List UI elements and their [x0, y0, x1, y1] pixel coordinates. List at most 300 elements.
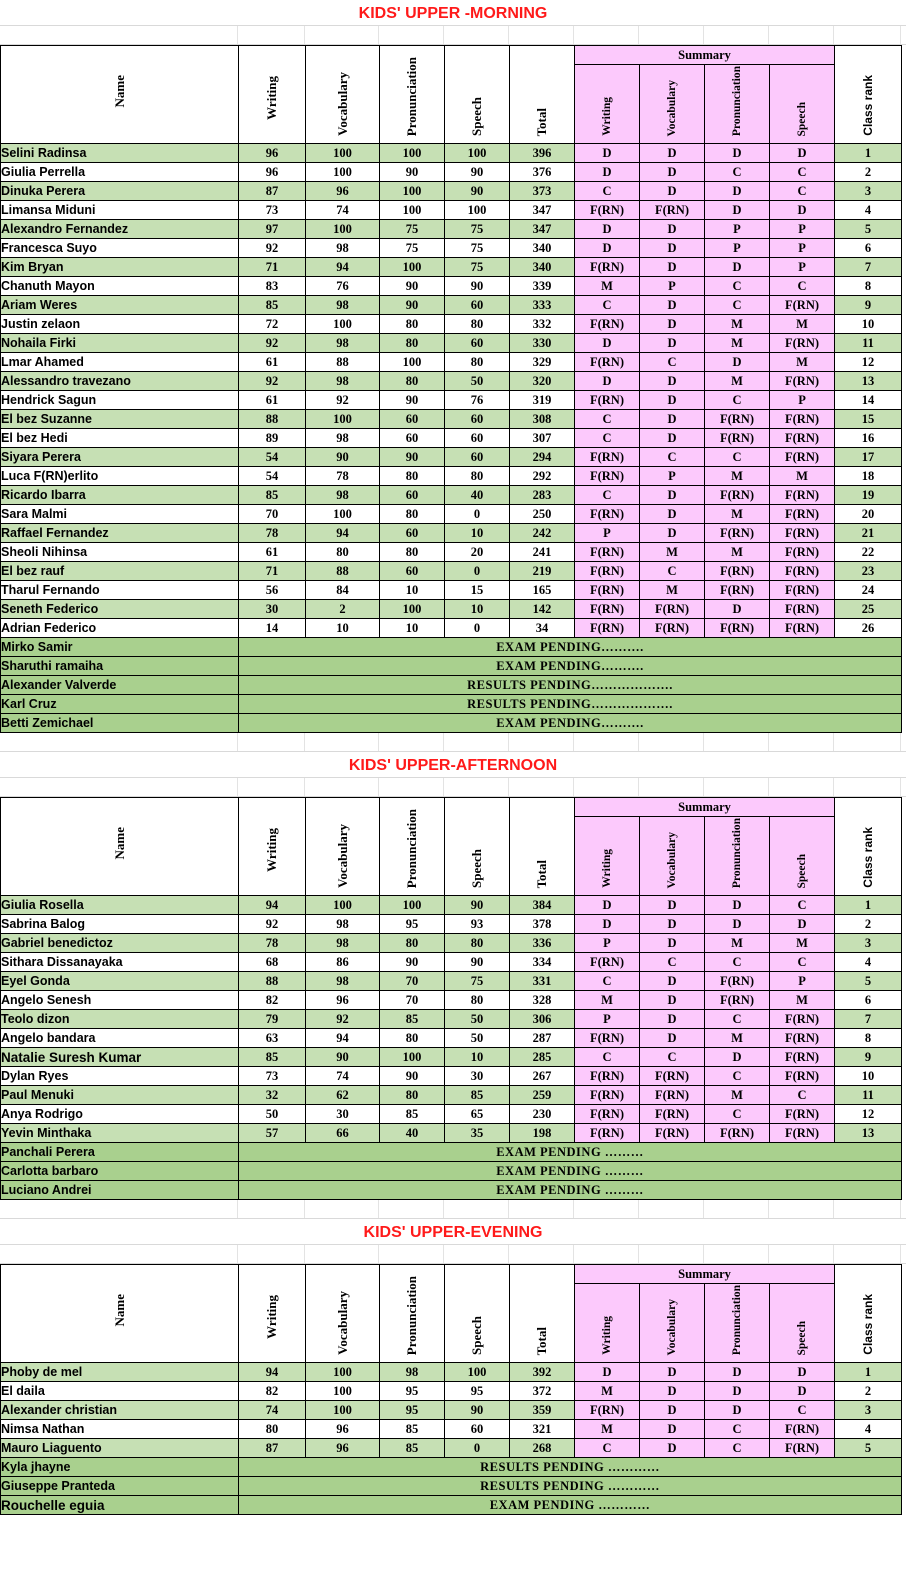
grade-pronunciation: D	[705, 144, 770, 163]
student-name: Anya Rodrigo	[1, 1105, 239, 1124]
grade-speech: F(RN)	[770, 1439, 835, 1458]
score-speech: 0	[445, 619, 510, 638]
class-rank: 26	[835, 619, 902, 638]
score-speech: 60	[445, 1420, 510, 1439]
score-writing: 85	[239, 296, 306, 315]
column-header-writing: Writing	[239, 798, 306, 896]
grade-speech: F(RN)	[770, 1420, 835, 1439]
score-speech: 80	[445, 467, 510, 486]
score-total: 373	[510, 182, 575, 201]
grade-speech: C	[770, 163, 835, 182]
header-row	[1, 46, 902, 65]
grade-pronunciation: P	[705, 220, 770, 239]
score-pronunciation: 80	[380, 505, 445, 524]
grade-writing: F(RN)	[575, 1029, 640, 1048]
grade-speech: D	[770, 915, 835, 934]
class-rank: 25	[835, 600, 902, 619]
score-speech: 75	[445, 220, 510, 239]
score-writing: 92	[239, 239, 306, 258]
class-rank: 11	[835, 1086, 902, 1105]
score-speech: 93	[445, 915, 510, 934]
grade-writing: D	[575, 334, 640, 353]
score-vocabulary: 94	[306, 1029, 380, 1048]
column-header-speech: Speech	[445, 798, 510, 896]
score-writing: 82	[239, 1382, 306, 1401]
class-rank: 4	[835, 201, 902, 220]
score-vocabulary: 100	[306, 1363, 380, 1382]
grade-writing: M	[575, 1382, 640, 1401]
pending-row	[1, 714, 902, 733]
student-name: Siyara Perera	[1, 448, 239, 467]
grade-vocabulary: D	[640, 144, 705, 163]
grade-vocabulary: D	[640, 915, 705, 934]
student-name: Luciano Andrei	[1, 1181, 239, 1200]
score-total: 329	[510, 353, 575, 372]
grade-vocabulary: P	[640, 277, 705, 296]
score-pronunciation: 10	[380, 581, 445, 600]
grade-pronunciation: F(RN)	[705, 581, 770, 600]
summary-header-writing: Writing	[575, 817, 640, 896]
class-rank: 5	[835, 220, 902, 239]
grade-vocabulary: D	[640, 372, 705, 391]
pending-row	[1, 695, 902, 714]
score-speech: 20	[445, 543, 510, 562]
student-row	[1, 1105, 902, 1124]
score-pronunciation: 70	[380, 972, 445, 991]
column-header-total: Total	[510, 46, 575, 144]
grade-vocabulary: D	[640, 991, 705, 1010]
score-speech: 90	[445, 953, 510, 972]
class-rank: 6	[835, 991, 902, 1010]
grade-vocabulary: D	[640, 486, 705, 505]
student-row	[1, 429, 902, 448]
score-pronunciation: 100	[380, 1048, 445, 1067]
score-total: 268	[510, 1439, 575, 1458]
grade-writing: D	[575, 1363, 640, 1382]
class-rank: 2	[835, 163, 902, 182]
student-name: Limansa Miduni	[1, 201, 239, 220]
summary-header-speech: Speech	[770, 65, 835, 144]
class-rank: 7	[835, 1010, 902, 1029]
student-name: El daila	[1, 1382, 239, 1401]
student-name: Chanuth Mayon	[1, 277, 239, 296]
grade-vocabulary: M	[640, 581, 705, 600]
class-rank: 12	[835, 353, 902, 372]
grade-speech: P	[770, 239, 835, 258]
student-name: Selini Radinsa	[1, 144, 239, 163]
score-speech: 75	[445, 239, 510, 258]
score-speech: 10	[445, 600, 510, 619]
score-pronunciation: 100	[380, 144, 445, 163]
grade-speech: P	[770, 391, 835, 410]
score-writing: 87	[239, 182, 306, 201]
score-total: 250	[510, 505, 575, 524]
class-rank: 13	[835, 1124, 902, 1143]
grade-speech: C	[770, 1086, 835, 1105]
grade-speech: C	[770, 277, 835, 296]
score-pronunciation: 90	[380, 953, 445, 972]
pending-status: RESULTS PENDING……………….	[239, 695, 902, 714]
student-name: Dylan Ryes	[1, 1067, 239, 1086]
score-vocabulary: 74	[306, 1067, 380, 1086]
class-rank: 12	[835, 1105, 902, 1124]
grade-pronunciation: C	[705, 1067, 770, 1086]
pending-row	[1, 1162, 902, 1181]
grade-writing: F(RN)	[575, 353, 640, 372]
student-row	[1, 239, 902, 258]
score-total: 283	[510, 486, 575, 505]
student-name: El bez rauf	[1, 562, 239, 581]
grade-vocabulary: D	[640, 934, 705, 953]
score-vocabulary: 98	[306, 239, 380, 258]
score-speech: 75	[445, 972, 510, 991]
summary-header-vocabulary: Vocabulary	[640, 65, 705, 144]
class-rank: 8	[835, 1029, 902, 1048]
grade-vocabulary: D	[640, 1439, 705, 1458]
grade-vocabulary: D	[640, 391, 705, 410]
score-vocabulary: 100	[306, 315, 380, 334]
score-total: 285	[510, 1048, 575, 1067]
class-rank: 18	[835, 467, 902, 486]
grade-vocabulary: F(RN)	[640, 201, 705, 220]
student-row	[1, 486, 902, 505]
pending-row	[1, 657, 902, 676]
grade-speech: F(RN)	[770, 486, 835, 505]
score-total: 34	[510, 619, 575, 638]
student-row	[1, 600, 902, 619]
score-vocabulary: 100	[306, 1401, 380, 1420]
student-name: Yevin Minthaka	[1, 1124, 239, 1143]
grade-pronunciation: M	[705, 315, 770, 334]
student-name: Francesca Suyo	[1, 239, 239, 258]
score-speech: 60	[445, 410, 510, 429]
grade-pronunciation: F(RN)	[705, 410, 770, 429]
grade-pronunciation: D	[705, 1048, 770, 1067]
score-speech: 0	[445, 1439, 510, 1458]
class-rank: 1	[835, 144, 902, 163]
grade-writing: F(RN)	[575, 1067, 640, 1086]
student-name: Eyel Gonda	[1, 972, 239, 991]
score-total: 372	[510, 1382, 575, 1401]
score-vocabulary: 94	[306, 258, 380, 277]
student-row	[1, 524, 902, 543]
class-rank: 3	[835, 1401, 902, 1420]
grade-speech: F(RN)	[770, 505, 835, 524]
column-header-vocabulary: Vocabulary	[306, 798, 380, 896]
column-header-writing: Writing	[239, 1265, 306, 1363]
score-vocabulary: 94	[306, 524, 380, 543]
student-row	[1, 581, 902, 600]
grade-speech: F(RN)	[770, 334, 835, 353]
blank-row	[0, 1245, 906, 1264]
pending-status: EXAM PENDING……….	[239, 638, 902, 657]
student-row	[1, 1086, 902, 1105]
score-total: 287	[510, 1029, 575, 1048]
score-total: 333	[510, 296, 575, 315]
pending-status: RESULTS PENDING……………….	[239, 676, 902, 695]
summary-header: Summary	[575, 1265, 835, 1284]
student-name: El bez Suzanne	[1, 410, 239, 429]
grade-speech: F(RN)	[770, 562, 835, 581]
student-name: Alessandro travezano	[1, 372, 239, 391]
score-total: 340	[510, 239, 575, 258]
student-row	[1, 353, 902, 372]
section-title: KIDS' UPPER-AFTERNOON	[0, 752, 906, 778]
score-speech: 30	[445, 1067, 510, 1086]
score-total: 320	[510, 372, 575, 391]
class-rank: 13	[835, 372, 902, 391]
grade-pronunciation: D	[705, 896, 770, 915]
grade-writing: F(RN)	[575, 448, 640, 467]
column-header-pronunciation: Pronunciation	[380, 1265, 445, 1363]
score-speech: 0	[445, 562, 510, 581]
grade-speech: F(RN)	[770, 1105, 835, 1124]
pending-row	[1, 1458, 902, 1477]
score-total: 321	[510, 1420, 575, 1439]
score-speech: 100	[445, 201, 510, 220]
student-name: Alexander Valverde	[1, 676, 239, 695]
section-title: KIDS' UPPER-EVENING	[0, 1219, 906, 1245]
grade-pronunciation: D	[705, 258, 770, 277]
student-name: Angelo bandara	[1, 1029, 239, 1048]
grade-writing: C	[575, 410, 640, 429]
score-pronunciation: 98	[380, 1363, 445, 1382]
grade-pronunciation: C	[705, 448, 770, 467]
grade-speech: M	[770, 353, 835, 372]
score-total: 198	[510, 1124, 575, 1143]
score-writing: 54	[239, 467, 306, 486]
score-vocabulary: 98	[306, 486, 380, 505]
summary-header-writing: Writing	[575, 65, 640, 144]
class-rank: 19	[835, 486, 902, 505]
grade-speech: F(RN)	[770, 429, 835, 448]
grade-speech: P	[770, 972, 835, 991]
score-vocabulary: 74	[306, 201, 380, 220]
score-speech: 90	[445, 182, 510, 201]
grade-pronunciation: F(RN)	[705, 486, 770, 505]
score-speech: 60	[445, 448, 510, 467]
student-name: Rouchelle eguia	[1, 1496, 239, 1515]
score-pronunciation: 90	[380, 448, 445, 467]
student-name: Natalie Suresh Kumar	[1, 1048, 239, 1067]
grade-vocabulary: D	[640, 334, 705, 353]
score-speech: 40	[445, 486, 510, 505]
grade-pronunciation: C	[705, 1420, 770, 1439]
score-pronunciation: 80	[380, 467, 445, 486]
score-total: 384	[510, 896, 575, 915]
student-name: Seneth Federico	[1, 600, 239, 619]
score-vocabulary: 30	[306, 1105, 380, 1124]
score-speech: 50	[445, 1010, 510, 1029]
grade-pronunciation: M	[705, 334, 770, 353]
student-name: Sithara Dissanayaka	[1, 953, 239, 972]
score-pronunciation: 100	[380, 258, 445, 277]
student-row	[1, 201, 902, 220]
student-name: Alexander christian	[1, 1401, 239, 1420]
summary-header-pronunciation: Pronunciation	[705, 1284, 770, 1363]
grade-speech: D	[770, 1363, 835, 1382]
grade-pronunciation: D	[705, 1401, 770, 1420]
grade-speech: M	[770, 467, 835, 486]
grade-writing: F(RN)	[575, 619, 640, 638]
grade-speech: F(RN)	[770, 296, 835, 315]
score-speech: 60	[445, 429, 510, 448]
score-pronunciation: 60	[380, 429, 445, 448]
score-total: 306	[510, 1010, 575, 1029]
score-speech: 100	[445, 144, 510, 163]
pending-status: EXAM PENDING ………	[239, 1162, 902, 1181]
class-rank: 16	[835, 429, 902, 448]
summary-header-pronunciation: Pronunciation	[705, 65, 770, 144]
score-speech: 10	[445, 1048, 510, 1067]
grade-writing: D	[575, 896, 640, 915]
column-header-total: Total	[510, 1265, 575, 1363]
score-vocabulary: 90	[306, 448, 380, 467]
score-pronunciation: 10	[380, 619, 445, 638]
student-row	[1, 163, 902, 182]
score-writing: 57	[239, 1124, 306, 1143]
column-header-vocabulary: Vocabulary	[306, 46, 380, 144]
class-rank: 3	[835, 934, 902, 953]
grade-pronunciation: D	[705, 600, 770, 619]
grade-writing: M	[575, 991, 640, 1010]
results-section	[0, 1219, 906, 1515]
grade-vocabulary: C	[640, 953, 705, 972]
student-row	[1, 1124, 902, 1143]
score-writing: 73	[239, 201, 306, 220]
grade-vocabulary: D	[640, 239, 705, 258]
score-writing: 85	[239, 1048, 306, 1067]
grade-speech: F(RN)	[770, 1067, 835, 1086]
results-section	[0, 0, 906, 752]
score-vocabulary: 96	[306, 991, 380, 1010]
grade-pronunciation: C	[705, 1105, 770, 1124]
score-speech: 50	[445, 372, 510, 391]
score-vocabulary: 88	[306, 562, 380, 581]
score-writing: 79	[239, 1010, 306, 1029]
column-header-pronunciation: Pronunciation	[380, 46, 445, 144]
student-name: Dinuka Perera	[1, 182, 239, 201]
grade-speech: F(RN)	[770, 1029, 835, 1048]
column-header-speech: Speech	[445, 46, 510, 144]
grade-writing: C	[575, 429, 640, 448]
score-speech: 80	[445, 991, 510, 1010]
grade-writing: F(RN)	[575, 201, 640, 220]
grade-vocabulary: F(RN)	[640, 1086, 705, 1105]
grade-vocabulary: D	[640, 1363, 705, 1382]
blank-row	[0, 1200, 906, 1219]
score-total: 241	[510, 543, 575, 562]
score-total: 339	[510, 277, 575, 296]
student-row	[1, 934, 902, 953]
score-pronunciation: 100	[380, 600, 445, 619]
grade-writing: D	[575, 239, 640, 258]
summary-header-vocabulary: Vocabulary	[640, 1284, 705, 1363]
score-vocabulary: 98	[306, 934, 380, 953]
score-vocabulary: 62	[306, 1086, 380, 1105]
class-rank: 4	[835, 953, 902, 972]
score-pronunciation: 85	[380, 1439, 445, 1458]
score-writing: 78	[239, 524, 306, 543]
summary-header: Summary	[575, 46, 835, 65]
class-rank: 2	[835, 1382, 902, 1401]
pending-status: EXAM PENDING ………	[239, 1143, 902, 1162]
grade-pronunciation: F(RN)	[705, 562, 770, 581]
grade-vocabulary: D	[640, 1010, 705, 1029]
grade-pronunciation: C	[705, 1439, 770, 1458]
score-total: 376	[510, 163, 575, 182]
score-writing: 70	[239, 505, 306, 524]
class-rank: 1	[835, 896, 902, 915]
pending-row	[1, 1496, 902, 1515]
column-header-pronunciation: Pronunciation	[380, 798, 445, 896]
score-vocabulary: 96	[306, 1439, 380, 1458]
student-name: Kim Bryan	[1, 258, 239, 277]
score-pronunciation: 100	[380, 896, 445, 915]
grade-speech: C	[770, 182, 835, 201]
score-total: 378	[510, 915, 575, 934]
score-total: 292	[510, 467, 575, 486]
score-writing: 83	[239, 277, 306, 296]
score-total: 319	[510, 391, 575, 410]
student-name: Lmar Ahamed	[1, 353, 239, 372]
score-pronunciation: 90	[380, 163, 445, 182]
class-rank: 10	[835, 315, 902, 334]
student-row	[1, 953, 902, 972]
section-title: KIDS' UPPER -MORNING	[0, 0, 906, 26]
grade-vocabulary: D	[640, 410, 705, 429]
student-name: Angelo Senesh	[1, 991, 239, 1010]
student-row	[1, 619, 902, 638]
student-row	[1, 1048, 902, 1067]
student-name: Paul Menuki	[1, 1086, 239, 1105]
grade-pronunciation: M	[705, 934, 770, 953]
student-name: Kyla jhayne	[1, 1458, 239, 1477]
summary-header-vocabulary: Vocabulary	[640, 817, 705, 896]
grade-pronunciation: C	[705, 953, 770, 972]
score-total: 328	[510, 991, 575, 1010]
class-rank: 8	[835, 277, 902, 296]
grade-speech: P	[770, 220, 835, 239]
grade-writing: M	[575, 1420, 640, 1439]
student-row	[1, 1363, 902, 1382]
grade-speech: F(RN)	[770, 619, 835, 638]
grade-writing: D	[575, 915, 640, 934]
score-total: 230	[510, 1105, 575, 1124]
student-row	[1, 915, 902, 934]
grade-vocabulary: D	[640, 429, 705, 448]
column-header-class-rank: Class rank	[835, 46, 902, 144]
grade-speech: D	[770, 201, 835, 220]
grade-speech: C	[770, 953, 835, 972]
grade-pronunciation: C	[705, 296, 770, 315]
grade-writing: C	[575, 296, 640, 315]
score-vocabulary: 98	[306, 334, 380, 353]
score-writing: 85	[239, 486, 306, 505]
column-header-writing: Writing	[239, 46, 306, 144]
score-writing: 54	[239, 448, 306, 467]
grade-pronunciation: C	[705, 277, 770, 296]
grade-pronunciation: M	[705, 1029, 770, 1048]
class-rank: 14	[835, 391, 902, 410]
score-pronunciation: 95	[380, 915, 445, 934]
grade-pronunciation: F(RN)	[705, 972, 770, 991]
grade-pronunciation: C	[705, 1010, 770, 1029]
pending-row	[1, 638, 902, 657]
grade-pronunciation: F(RN)	[705, 524, 770, 543]
student-name: Giulia Rosella	[1, 896, 239, 915]
score-writing: 78	[239, 934, 306, 953]
